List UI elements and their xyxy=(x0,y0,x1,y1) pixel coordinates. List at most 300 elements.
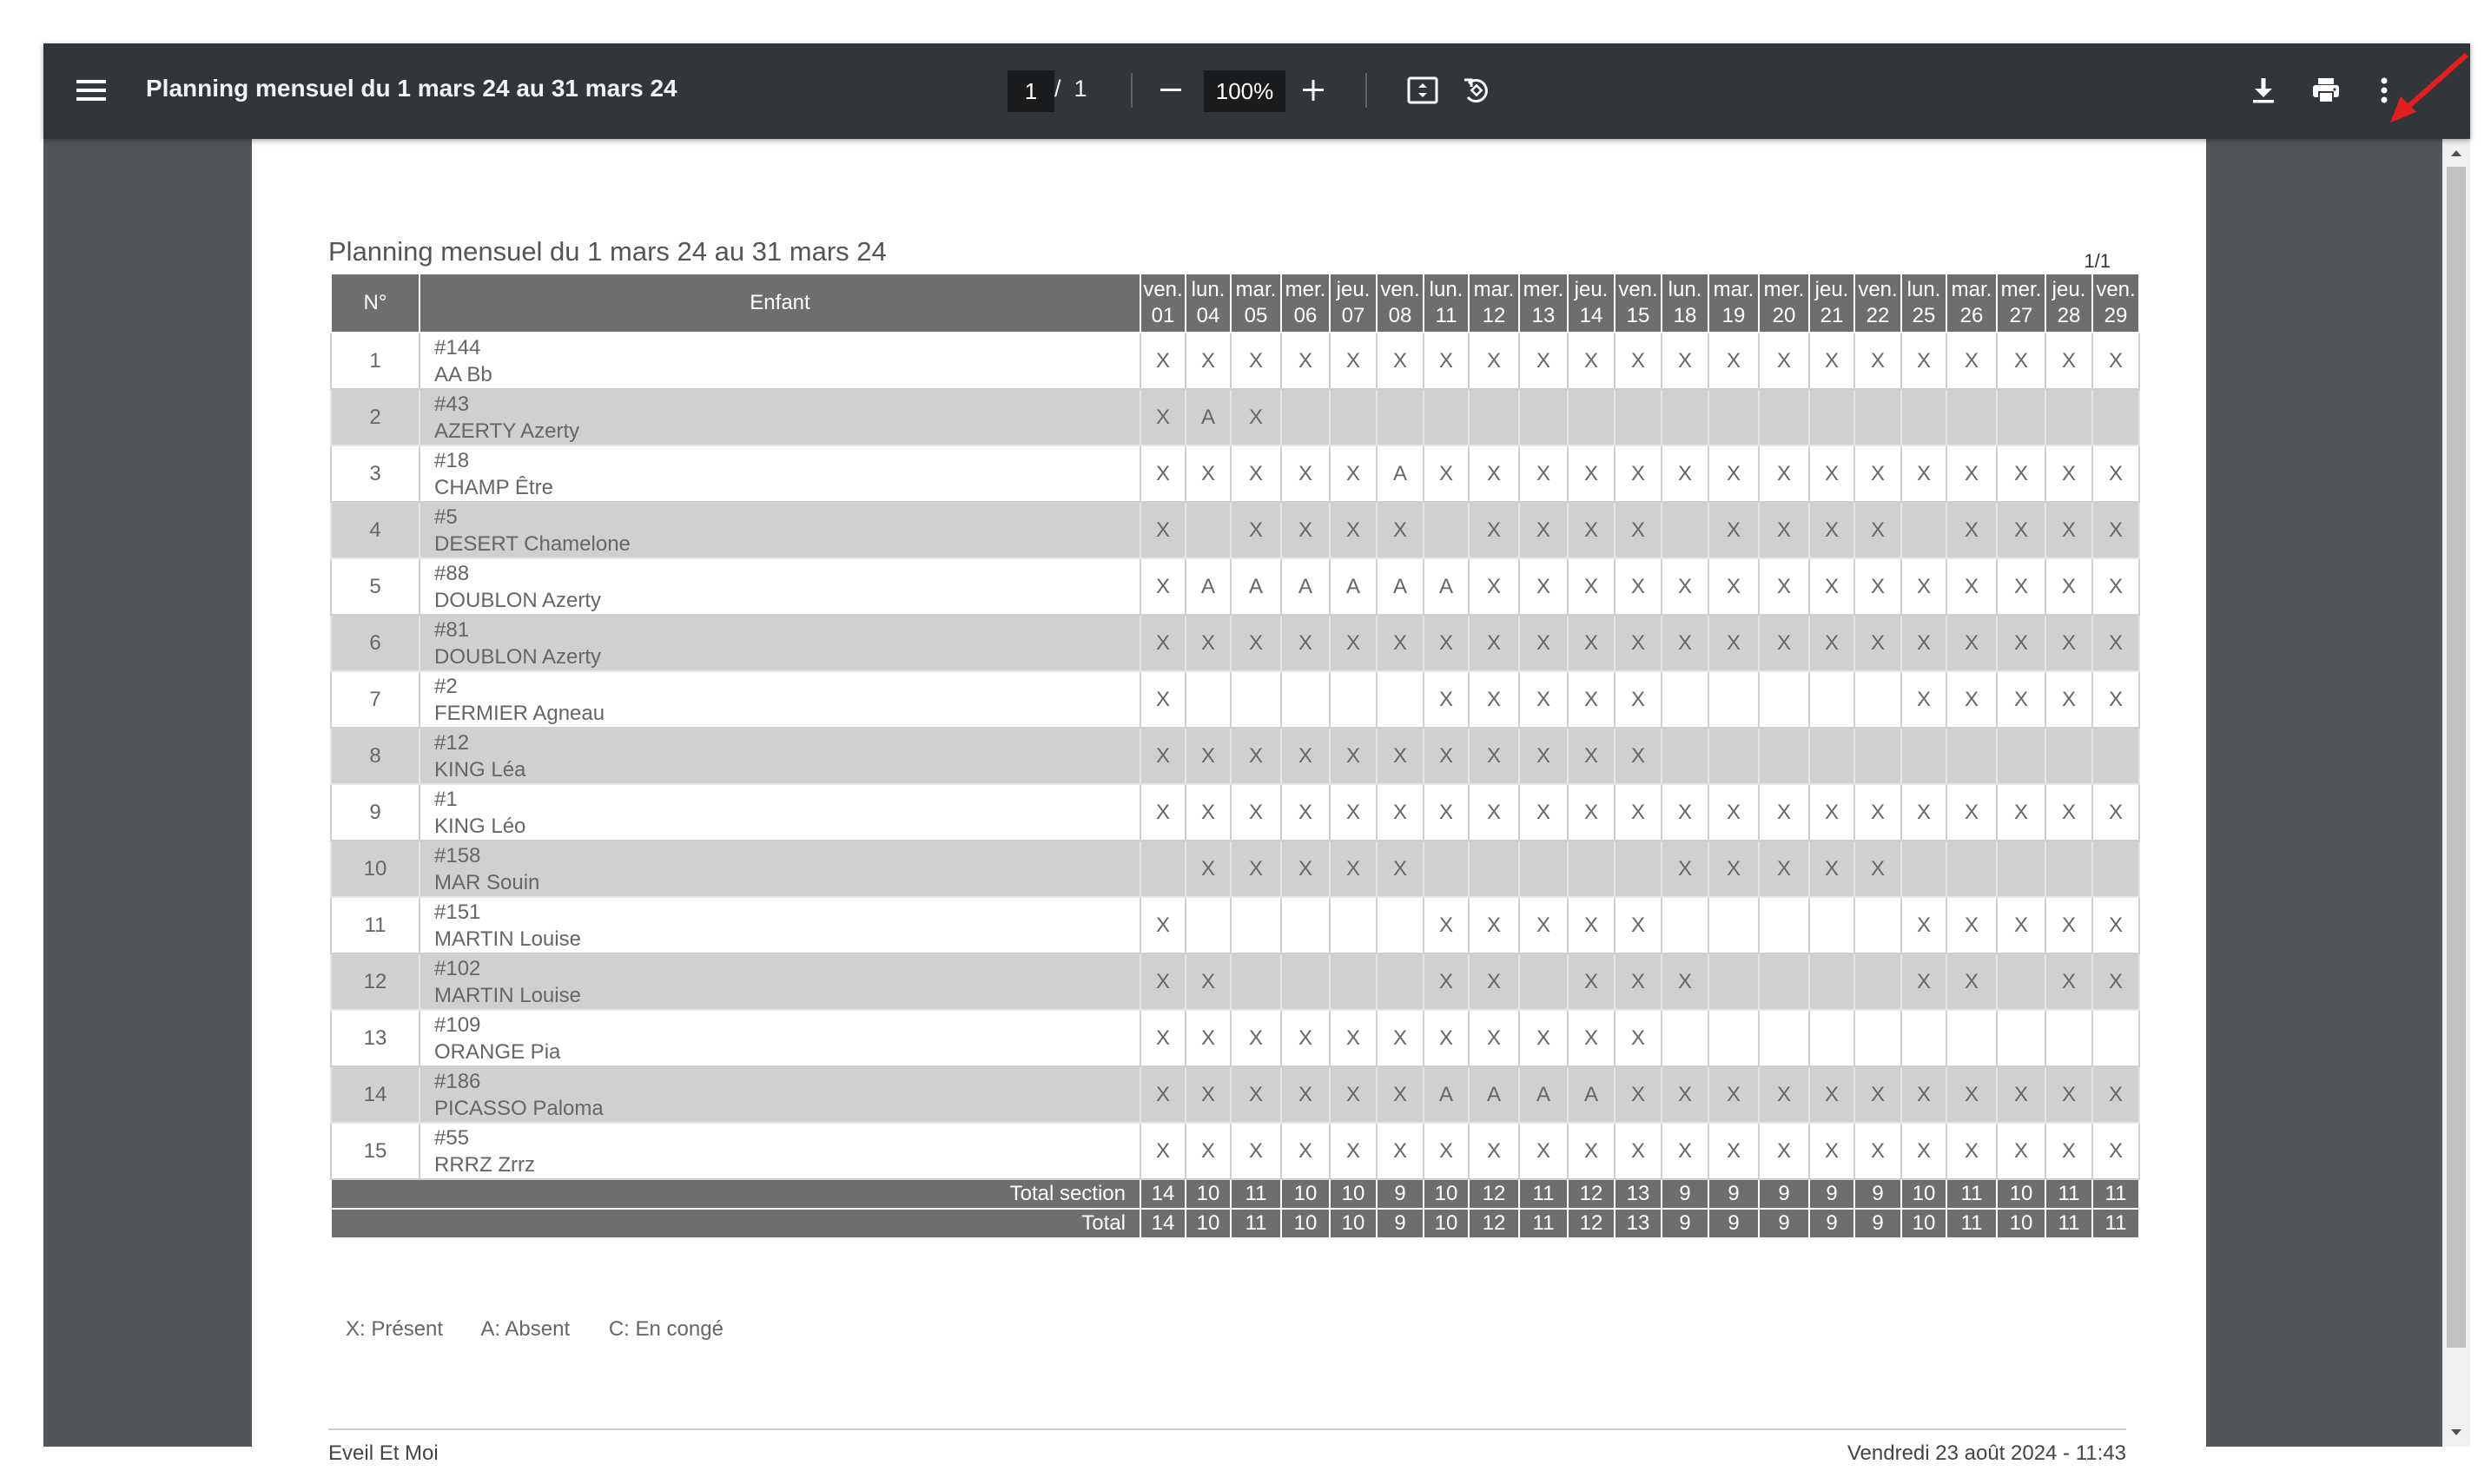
attendance-cell: X xyxy=(1231,389,1281,445)
attendance-cell: X xyxy=(1469,1010,1519,1066)
attendance-cell xyxy=(1901,502,1946,558)
total-row xyxy=(331,1179,2139,1209)
attendance-cell: X xyxy=(1568,558,1615,615)
attendance-cell xyxy=(1281,389,1330,445)
total-value: 14 xyxy=(1140,1179,1186,1209)
attendance-cell: X xyxy=(1519,333,1568,389)
attendance-cell: X xyxy=(1231,333,1281,389)
attendance-cell: X xyxy=(1568,784,1615,841)
attendance-cell xyxy=(1330,953,1377,1010)
child-name: CHAMP Être xyxy=(434,475,553,499)
attendance-cell: X xyxy=(1946,502,1997,558)
total-value: 11 xyxy=(2092,1179,2139,1209)
attendance-cell xyxy=(1854,1010,1901,1066)
attendance-cell: X xyxy=(1615,728,1662,784)
attendance-cell: X xyxy=(1854,558,1901,615)
attendance-cell xyxy=(1186,897,1231,953)
total-value: 9 xyxy=(1377,1179,1424,1209)
attendance-cell: X xyxy=(2045,784,2092,841)
attendance-cell: X xyxy=(1377,728,1424,784)
attendance-cell: X xyxy=(1708,615,1759,671)
header-day-number: 14 xyxy=(1579,304,1603,327)
child-name: AA Bb xyxy=(434,362,492,386)
attendance-cell: X xyxy=(1809,445,1854,502)
attendance-cell: X xyxy=(1946,333,1997,389)
attendance-cell: X xyxy=(1615,897,1662,953)
header-day xyxy=(1662,274,1708,333)
attendance-cell: X xyxy=(1231,445,1281,502)
attendance-cell: X xyxy=(1377,1123,1424,1179)
attendance-cell: X xyxy=(1231,502,1281,558)
attendance-cell: X xyxy=(2045,1066,2092,1123)
attendance-cell xyxy=(1662,502,1708,558)
header-day-weekday: mer. xyxy=(1285,278,1326,301)
attendance-cell xyxy=(1946,728,1997,784)
attendance-cell: X xyxy=(1469,728,1519,784)
table-row xyxy=(331,1066,2139,1123)
total-value: 9 xyxy=(1759,1209,1809,1238)
attendance-cell: X xyxy=(1231,1010,1281,1066)
attendance-cell: X xyxy=(1568,953,1615,1010)
table-row xyxy=(331,897,2139,953)
attendance-cell: X xyxy=(1809,1066,1854,1123)
total-value: 9 xyxy=(1854,1179,1901,1209)
zoom-in-icon[interactable] xyxy=(1291,69,1336,112)
attendance-cell: X xyxy=(1186,728,1231,784)
attendance-cell: X xyxy=(1519,502,1568,558)
header-day-weekday: jeu. xyxy=(1814,278,1849,301)
attendance-cell xyxy=(1281,953,1330,1010)
attendance-cell: X xyxy=(2092,502,2139,558)
rotate-icon[interactable] xyxy=(1454,69,1499,112)
header-day-number: 11 xyxy=(1435,304,1457,327)
header-day-number: 12 xyxy=(1482,304,1506,327)
attendance-cell: X xyxy=(1854,615,1901,671)
attendance-cell xyxy=(1424,389,1469,445)
child-cell xyxy=(420,897,1140,953)
total-label: Total xyxy=(331,1209,1140,1238)
attendance-cell: X xyxy=(1854,1123,1901,1179)
attendance-cell: X xyxy=(1615,615,1662,671)
attendance-cell: X xyxy=(1568,671,1615,728)
attendance-cell: X xyxy=(1424,728,1469,784)
attendance-cell: X xyxy=(1469,671,1519,728)
attendance-cell: X xyxy=(2045,1123,2092,1179)
print-icon[interactable] xyxy=(2303,69,2349,112)
header-day-number: 04 xyxy=(1196,304,1220,327)
attendance-cell xyxy=(2092,389,2139,445)
child-name: AZERTY Azerty xyxy=(434,419,580,443)
child-id: #144 xyxy=(434,335,481,359)
child-cell xyxy=(420,333,1140,389)
row-number: 8 xyxy=(331,728,420,784)
child-name: MARTIN Louise xyxy=(434,927,581,951)
attendance-cell: X xyxy=(1140,445,1186,502)
table-row xyxy=(331,333,2139,389)
header-day-number: 19 xyxy=(1721,304,1746,327)
header-day-number: 01 xyxy=(1151,304,1175,327)
attendance-cell: X xyxy=(1615,671,1662,728)
header-day xyxy=(1140,274,1186,333)
attendance-cell: X xyxy=(1281,841,1330,897)
attendance-cell: X xyxy=(1424,784,1469,841)
attendance-cell xyxy=(1469,389,1519,445)
attendance-cell xyxy=(1708,1010,1759,1066)
total-value: 9 xyxy=(1809,1209,1854,1238)
header-day xyxy=(1424,274,1469,333)
attendance-cell: A xyxy=(1519,1066,1568,1123)
pdf-toolbar xyxy=(43,43,2470,139)
attendance-cell xyxy=(1901,841,1946,897)
total-value: 9 xyxy=(1854,1209,1901,1238)
attendance-cell: X xyxy=(1901,615,1946,671)
attendance-cell xyxy=(1140,841,1186,897)
child-cell xyxy=(420,671,1140,728)
attendance-cell: X xyxy=(1708,1066,1759,1123)
attendance-cell: X xyxy=(1424,1010,1469,1066)
child-cell xyxy=(420,502,1140,558)
header-child: Enfant xyxy=(420,274,1140,333)
attendance-cell: X xyxy=(1377,615,1424,671)
toolbar-divider xyxy=(1365,73,1367,108)
attendance-cell: X xyxy=(1377,1066,1424,1123)
attendance-cell xyxy=(1231,953,1281,1010)
attendance-cell: X xyxy=(1424,333,1469,389)
child-cell xyxy=(420,1010,1140,1066)
child-name: DOUBLON Azerty xyxy=(434,644,602,669)
attendance-cell xyxy=(1809,897,1854,953)
table-row xyxy=(331,1123,2139,1179)
attendance-cell: X xyxy=(1231,615,1281,671)
attendance-cell: X xyxy=(1662,445,1708,502)
attendance-cell: X xyxy=(1568,897,1615,953)
attendance-cell: A xyxy=(1469,1066,1519,1123)
attendance-cell: X xyxy=(1377,1010,1424,1066)
attendance-cell: X xyxy=(1759,1066,1809,1123)
attendance-cell xyxy=(1809,389,1854,445)
attendance-cell: X xyxy=(1854,841,1901,897)
child-name: RRRZ Zrrz xyxy=(434,1152,535,1177)
attendance-cell: X xyxy=(2092,1066,2139,1123)
total-value: 10 xyxy=(1186,1179,1231,1209)
attendance-cell xyxy=(1330,671,1377,728)
attendance-cell: X xyxy=(2092,671,2139,728)
menu-icon[interactable] xyxy=(69,69,113,112)
header-day-weekday: ven. xyxy=(2096,278,2136,301)
header-day-weekday: mer. xyxy=(2000,278,2042,301)
legend-present: X: Présent xyxy=(346,1317,444,1341)
attendance-cell xyxy=(1854,671,1901,728)
attendance-cell xyxy=(1662,728,1708,784)
attendance-cell: X xyxy=(1186,841,1231,897)
scrollbar-thumb[interactable] xyxy=(2447,167,2466,1348)
attendance-cell xyxy=(1469,841,1519,897)
attendance-cell: X xyxy=(1997,1066,2045,1123)
header-day-weekday: jeu. xyxy=(1574,278,1609,301)
header-day xyxy=(1568,274,1615,333)
total-value: 10 xyxy=(1424,1179,1469,1209)
attendance-cell: A xyxy=(1377,445,1424,502)
attendance-cell: X xyxy=(1519,784,1568,841)
attendance-cell: X xyxy=(1615,558,1662,615)
attendance-cell: X xyxy=(1708,841,1759,897)
table-row xyxy=(331,953,2139,1010)
row-number: 11 xyxy=(331,897,420,953)
attendance-cell: X xyxy=(1469,953,1519,1010)
child-id: #81 xyxy=(434,617,470,642)
header-day xyxy=(1809,274,1854,333)
child-id: #158 xyxy=(434,843,481,867)
footer-company: Eveil Et Moi xyxy=(328,1441,439,1465)
attendance-cell: X xyxy=(1997,445,2045,502)
scroll-up-icon[interactable] xyxy=(2442,139,2470,167)
footer-divider xyxy=(328,1428,2126,1430)
attendance-cell: X xyxy=(1568,728,1615,784)
row-number: 4 xyxy=(331,502,420,558)
attendance-cell: X xyxy=(1662,615,1708,671)
attendance-cell: X xyxy=(1662,558,1708,615)
attendance-cell: X xyxy=(1330,502,1377,558)
attendance-cell xyxy=(1759,389,1809,445)
row-number: 12 xyxy=(331,953,420,1010)
attendance-cell: X xyxy=(1377,502,1424,558)
header-day xyxy=(1708,274,1759,333)
attendance-cell: X xyxy=(1759,445,1809,502)
scroll-down-icon[interactable] xyxy=(2442,1419,2470,1447)
child-cell xyxy=(420,1123,1140,1179)
child-name: KING Léo xyxy=(434,814,526,838)
fit-page-icon[interactable] xyxy=(1400,69,1445,112)
table-row xyxy=(331,502,2139,558)
legend-absent: A: Absent xyxy=(480,1317,571,1341)
total-value: 11 xyxy=(1231,1179,1281,1209)
attendance-cell xyxy=(1854,728,1901,784)
attendance-cell: X xyxy=(1809,784,1854,841)
attendance-cell xyxy=(1615,841,1662,897)
vertical-scrollbar[interactable] xyxy=(2442,139,2470,1447)
attendance-cell: X xyxy=(1519,728,1568,784)
attendance-cell: X xyxy=(1519,1010,1568,1066)
attendance-cell: X xyxy=(1186,445,1231,502)
attendance-cell: X xyxy=(1469,784,1519,841)
attendance-cell: X xyxy=(1186,1123,1231,1179)
total-value: 12 xyxy=(1568,1209,1615,1238)
row-number: 9 xyxy=(331,784,420,841)
header-day xyxy=(1377,274,1424,333)
attendance-cell: X xyxy=(1568,1010,1615,1066)
child-id: #12 xyxy=(434,730,470,755)
attendance-cell xyxy=(1519,389,1568,445)
attendance-cell: X xyxy=(1231,784,1281,841)
header-day-number: 06 xyxy=(1293,304,1318,327)
attendance-cell: X xyxy=(1809,615,1854,671)
attendance-cell: X xyxy=(1946,953,1997,1010)
header-day-weekday: mar. xyxy=(1713,278,1754,301)
attendance-cell xyxy=(1901,1010,1946,1066)
attendance-cell xyxy=(1809,671,1854,728)
header-day-number: 07 xyxy=(1341,304,1365,327)
attendance-cell: X xyxy=(1140,728,1186,784)
attendance-cell xyxy=(2045,841,2092,897)
attendance-cell: X xyxy=(1330,841,1377,897)
row-number: 14 xyxy=(331,1066,420,1123)
child-id: #18 xyxy=(434,448,470,472)
attendance-cell: X xyxy=(1901,445,1946,502)
attendance-cell: X xyxy=(1759,841,1809,897)
attendance-cell: X xyxy=(1377,841,1424,897)
attendance-cell: X xyxy=(2092,897,2139,953)
attendance-cell: A xyxy=(1568,1066,1615,1123)
attendance-cell: X xyxy=(1708,1123,1759,1179)
attendance-cell: X xyxy=(1997,1123,2045,1179)
attendance-cell: X xyxy=(1330,615,1377,671)
attendance-cell xyxy=(2092,728,2139,784)
attendance-cell: X xyxy=(1140,558,1186,615)
attendance-cell: X xyxy=(1568,333,1615,389)
attendance-cell: X xyxy=(1901,953,1946,1010)
total-value: 10 xyxy=(1330,1209,1377,1238)
attendance-cell: X xyxy=(1469,1123,1519,1179)
attendance-cell: X xyxy=(1330,333,1377,389)
header-day-number: 29 xyxy=(2104,304,2128,327)
child-id: #88 xyxy=(434,561,470,585)
attendance-cell xyxy=(1568,389,1615,445)
header-day-weekday: mer. xyxy=(1763,278,1805,301)
attendance-cell: X xyxy=(1140,615,1186,671)
attendance-cell: X xyxy=(1140,784,1186,841)
attendance-cell xyxy=(1759,671,1809,728)
attendance-cell: X xyxy=(1662,1123,1708,1179)
header-day xyxy=(1281,274,1330,333)
child-name: MARTIN Louise xyxy=(434,983,581,1007)
attendance-cell: X xyxy=(1809,502,1854,558)
attendance-cell xyxy=(1997,728,2045,784)
page-number-input[interactable] xyxy=(1008,70,1054,112)
child-cell xyxy=(420,558,1140,615)
attendance-cell: X xyxy=(1997,502,2045,558)
attendance-cell xyxy=(1809,1010,1854,1066)
attendance-cell: X xyxy=(1330,445,1377,502)
attendance-cell: X xyxy=(1759,1123,1809,1179)
attendance-cell xyxy=(2092,1010,2139,1066)
attendance-cell: X xyxy=(1519,671,1568,728)
attendance-cell: A xyxy=(1281,558,1330,615)
attendance-cell: X xyxy=(1281,784,1330,841)
attendance-cell xyxy=(1424,502,1469,558)
header-day xyxy=(1519,274,1568,333)
attendance-cell: X xyxy=(1281,615,1330,671)
attendance-cell xyxy=(1424,841,1469,897)
table-row xyxy=(331,445,2139,502)
attendance-cell: X xyxy=(1281,445,1330,502)
footer-date: Vendredi 23 août 2024 - 11:43 xyxy=(1847,1441,2126,1465)
page-total: / 1 xyxy=(1054,76,1087,102)
header-day-number: 15 xyxy=(1626,304,1650,327)
toolbar-divider xyxy=(1131,73,1133,108)
attendance-cell: X xyxy=(1231,841,1281,897)
total-value: 10 xyxy=(1330,1179,1377,1209)
attendance-cell xyxy=(1377,671,1424,728)
attendance-cell: X xyxy=(1281,333,1330,389)
child-name: DOUBLON Azerty xyxy=(434,588,602,612)
attendance-cell: X xyxy=(1281,502,1330,558)
attendance-cell: X xyxy=(1140,671,1186,728)
attendance-cell: X xyxy=(2045,558,2092,615)
attendance-cell: A xyxy=(1186,389,1231,445)
zoom-level-input[interactable] xyxy=(1204,70,1285,112)
attendance-cell xyxy=(1519,841,1568,897)
child-id: #109 xyxy=(434,1012,481,1037)
pdf-page xyxy=(252,139,2206,1465)
attendance-cell: X xyxy=(1424,1123,1469,1179)
total-value: 11 xyxy=(2045,1209,2092,1238)
attendance-cell: X xyxy=(2092,615,2139,671)
header-day xyxy=(1615,274,1662,333)
attendance-cell: X xyxy=(1186,784,1231,841)
attendance-cell: X xyxy=(1854,784,1901,841)
attendance-cell: X xyxy=(1809,841,1854,897)
attendance-cell: X xyxy=(1615,784,1662,841)
attendance-cell xyxy=(1281,671,1330,728)
attendance-cell: X xyxy=(1759,784,1809,841)
header-day xyxy=(1330,274,1377,333)
total-value: 11 xyxy=(2092,1209,2139,1238)
attendance-cell: X xyxy=(1186,1010,1231,1066)
total-value: 10 xyxy=(1281,1179,1330,1209)
attendance-cell: X xyxy=(1946,445,1997,502)
attendance-cell: X xyxy=(1854,1066,1901,1123)
attendance-cell xyxy=(1708,953,1759,1010)
header-day-weekday: ven. xyxy=(1143,278,1183,301)
row-number: 13 xyxy=(331,1010,420,1066)
header-day-weekday: jeu. xyxy=(1336,278,1371,301)
attendance-cell xyxy=(2092,841,2139,897)
attendance-cell: X xyxy=(2092,953,2139,1010)
attendance-cell: X xyxy=(1997,671,2045,728)
header-day xyxy=(1854,274,1901,333)
attendance-cell: X xyxy=(1615,1066,1662,1123)
attendance-cell xyxy=(1708,728,1759,784)
header-day-number: 20 xyxy=(1772,304,1796,327)
attendance-cell: X xyxy=(1140,502,1186,558)
attendance-cell: X xyxy=(1281,728,1330,784)
attendance-cell: X xyxy=(1708,445,1759,502)
child-id: #1 xyxy=(434,787,458,811)
total-row xyxy=(331,1209,2139,1238)
attendance-cell xyxy=(1231,671,1281,728)
attendance-cell: X xyxy=(1946,558,1997,615)
table-row xyxy=(331,1010,2139,1066)
attendance-cell: X xyxy=(2045,615,2092,671)
header-day xyxy=(1901,274,1946,333)
total-value: 14 xyxy=(1140,1209,1186,1238)
download-icon[interactable] xyxy=(2241,69,2286,112)
attendance-cell xyxy=(1186,502,1231,558)
attendance-cell: X xyxy=(1186,1066,1231,1123)
attendance-cell: X xyxy=(1424,445,1469,502)
attendance-cell: A xyxy=(1377,558,1424,615)
total-value: 10 xyxy=(1186,1209,1231,1238)
zoom-out-icon[interactable] xyxy=(1148,69,1193,112)
row-number: 3 xyxy=(331,445,420,502)
attendance-cell xyxy=(1901,389,1946,445)
attendance-cell: X xyxy=(1946,1123,1997,1179)
table-row xyxy=(331,615,2139,671)
attendance-cell: X xyxy=(1708,333,1759,389)
table-row xyxy=(331,841,2139,897)
child-cell xyxy=(420,389,1140,445)
child-id: #2 xyxy=(434,674,458,698)
